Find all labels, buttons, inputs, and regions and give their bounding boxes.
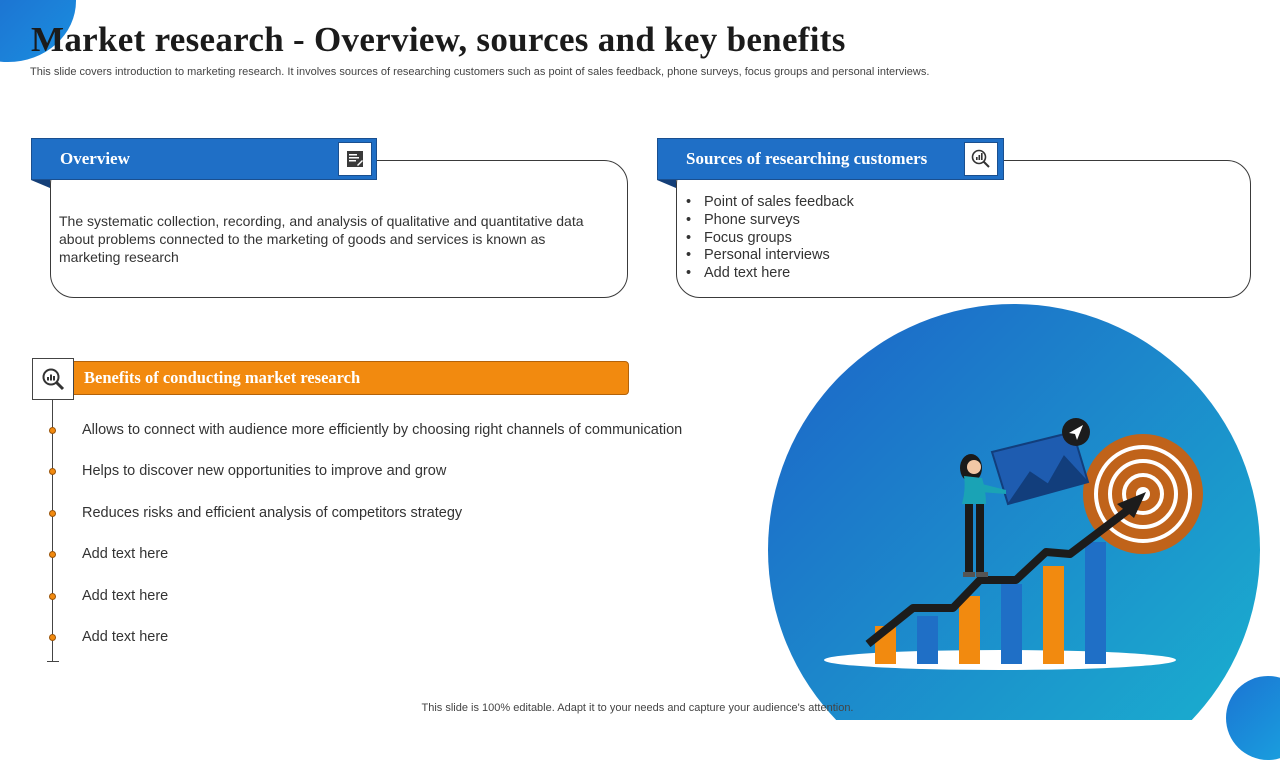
banner-fold [31,180,50,188]
timeline-dot [49,510,56,517]
document-icon [338,142,372,176]
footer-note: This slide is 100% editable. Adapt it to your needs and capture your audience's attention. [421,702,854,714]
bar-orange [1043,566,1064,664]
benefits-heading: Benefits of conducting market research [84,368,361,387]
overview-body: The systematic collection, recording, and analysis of qualitative and quantitative data about problems connected to the marketing of goods and services is known as marketing research [59,213,584,265]
sources-heading: Sources of researching customers [686,149,928,168]
list-item: • Add text here [686,265,854,283]
benefit-item: Reduces risks and efficient analysis of competitors strategy [82,505,463,521]
benefit-item: Add text here [82,546,169,562]
list-item: • Point of sales feedback [686,194,854,212]
timeline-dot [49,634,56,641]
benefit-item: Helps to discover new opportunities to improve and grow [82,463,447,479]
overview-banner [31,138,377,180]
list-item: • Phone surveys [686,212,854,230]
bar-blue [1085,542,1106,664]
growth-illustration [768,304,1260,720]
page-title: Market research - Overview, sources and key benefits [31,20,846,59]
page-subtitle: This slide covers introduction to marketing research. It involves sources of researching customers such as point of sales feedback, phone surveys, focus groups and personal interviews. [30,66,930,78]
magnifier-chart-icon [32,358,74,400]
benefit-item: Add text here [82,629,169,645]
bar-blue [1001,584,1022,664]
sources-list [686,194,854,283]
person-head [967,460,981,474]
sources-banner [657,138,1004,180]
list-item: • Personal interviews [686,247,854,265]
banner-fold [657,180,676,188]
timeline-dot [49,551,56,558]
benefit-item: Add text here [82,588,169,604]
benefit-item: Allows to connect with audience more efficiently by choosing right channels of communication [82,422,683,438]
timeline-line [52,400,53,661]
timeline-dot [49,468,56,475]
list-item: • Focus groups [686,230,854,248]
timeline-dot [49,427,56,434]
timeline-end [47,661,59,662]
bar-orange [959,596,980,664]
timeline-dot [49,593,56,600]
bar-blue [917,616,938,664]
overview-heading: Overview [60,149,130,168]
benefits-banner [62,361,629,395]
analysis-icon [964,142,998,176]
